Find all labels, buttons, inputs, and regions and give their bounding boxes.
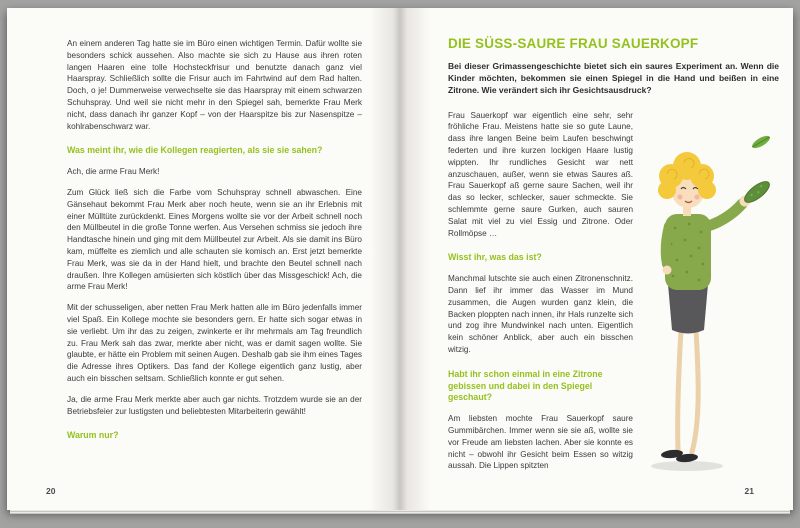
intro-text: Bei dieser Grimassengeschichte bietet sich ein saures Experiment an. Wenn die Kinder möchten, bekommen sie einen Spiegel in die Hand und beißen in eine Zitrone. Wie verändert sich ihr Gesichtsausdruck? bbox=[448, 61, 779, 96]
paragraph: An einem anderen Tag hatte sie im Büro einen wichtigen Termin. Dafür wollte sie besonders schick aussehen. Also machte sie sich zu Hause aus ihren roten langen Haaren eine tolle Hochsteckfrisur und benutzte danach ganz viel Haarspray. Schließlich sollte die Frisur auch im Fahrtwind auf dem Rad halten. Doch, o je! Dummerweise verwechselte sie das Haarspray mit einem schwarzen Schuhspray. Und weil sie nicht mehr in den Spiegel sah, bemerkte Frau Merk nicht, dass danach ihr ganzer Kopf – von der Haarspitze bis zur Nasenspitze – kohlrabenschwarz war. bbox=[67, 39, 362, 131]
frau-sauerkopf-illustration bbox=[641, 132, 779, 484]
paragraph: Ja, die arme Frau Merk merkte aber auch gar nichts. Trotzdem wurde sie an der Betriebsfeier zur lustigsten und beliebtesten Mitarbeiterin gewählt! bbox=[67, 394, 362, 416]
paragraph: Ach, die arme Frau Merk! bbox=[67, 167, 160, 177]
paragraph: Zum Glück ließ sich die Farbe vom Schuhspray schnell abwaschen. Eine Gänsehaut bekommt Frau Merk aber noch heute, wenn sie an ihr Erlebnis mit einer Mülltüte zurückdenkt. Eines Morgens wollte sie vor der Arbeit schnell noch den Müllbeutel in die große Tonne werfen. Aus Versehen schmiss sie jedoch ihre Handtasche hinein und ging mit dem Müllbeutel zur Arbeit. Als sie damit ins Büro kam, müffelte es ziemlich und alle schauten sie komisch an. Erst jetzt bemerkte Frau Merk, was sie da in der Hand hielt, und brachte den Beutel schnell nach draußen. Ihre Kollegen amüsierten sich köstlich über das Missgeschick! Ach, die arme Frau Merk! bbox=[67, 187, 362, 292]
paragraph: Am liebsten mochte Frau Sauerkopf saure Gummibärchen. Immer wenn sie sie aß, wollte sie vor Freude am liebsten lachen. Aber sie konnte es nicht – obwohl ihr Gesicht beim Essen so witzig aussah. Die Lippen spitzten bbox=[448, 414, 633, 471]
question-heading: Wisst ihr, was das ist? bbox=[448, 252, 542, 263]
arm-hanging bbox=[666, 226, 669, 264]
page-right bbox=[400, 8, 793, 510]
leaf-icon bbox=[750, 133, 771, 150]
pickle bbox=[741, 178, 772, 206]
hand bbox=[663, 265, 672, 274]
book-spread bbox=[7, 8, 793, 510]
skirt bbox=[668, 284, 708, 334]
paragraph: Manchmal lutschte sie auch einen Zitronenschnitz. Dann lief ihr immer das Wasser im Mund zusammen, die Augen wurden ganz klein, die Backen ploppten nach innen, ihr Hals runzelte sich und zog ihre Mundwinkel nach unten. Eigentlich kein schöner Anblick, aber auch ein bisschen witzig. bbox=[448, 274, 633, 354]
page-number-left: 20 bbox=[46, 486, 56, 496]
page-left bbox=[7, 8, 400, 510]
paragraph: Mit der schusseligen, aber netten Frau Merk hatten alle im Büro jedenfalls immer viel Spaß. Ein Kollege mochte sie besonders gern. Er hatte sich sogar etwas in sie verliebt. Um ihr das zu zeigen, zwinkerte er ihr mehrmals am Tag freundlich zu. Frau Merk sah das zwar, merkte aber nicht, was er damit sagen wollte. Sie glaubte, er hätte ein Problem mit seinen Augen. Deshalb gab sie ihm eines Tages die Adresse ihres Optikers. Das fand der Kollege eigentlich ganz lustig, aber auch ein bisschen seltsam. Schließlich konnte er gut sehen. bbox=[67, 303, 362, 383]
question-heading: Warum nur? bbox=[67, 430, 119, 441]
ground-shadow bbox=[651, 461, 723, 471]
legs bbox=[678, 330, 699, 452]
chapter-title: DIE SÜSS-SAURE FRAU SAUERKOPF bbox=[448, 36, 699, 51]
question-heading: Habt ihr schon einmal in eine Zitrone gebissen und dabei in den Spiegel geschaut? bbox=[448, 368, 603, 403]
paragraph: Frau Sauerkopf war eigentlich eine sehr, sehr fröhliche Frau. Meistens hatte sie so gute Laune, dass ihre langen Beine beim Laufen beschwingt federten und ihre kurzen lockigen Haare lustig wippten. Ihr rundliches Gesicht war nett anzuschauen, außer, wenn sie etwas Saures aß. Frau Sauerkopf aß gerne saure Sachen, weil ihr das so lecker, schlecker, sauer schmeckte. Sie schlemmte gerne saure Gurken, auch sauren Salat mit viel zu viel Essig und Zitrone. Oder Rollmöpse … bbox=[448, 110, 633, 238]
question-heading: Was meint ihr, wie die Kollegen reagierten, als sie sie sahen? bbox=[67, 145, 323, 156]
page-number-right: 21 bbox=[744, 486, 754, 496]
